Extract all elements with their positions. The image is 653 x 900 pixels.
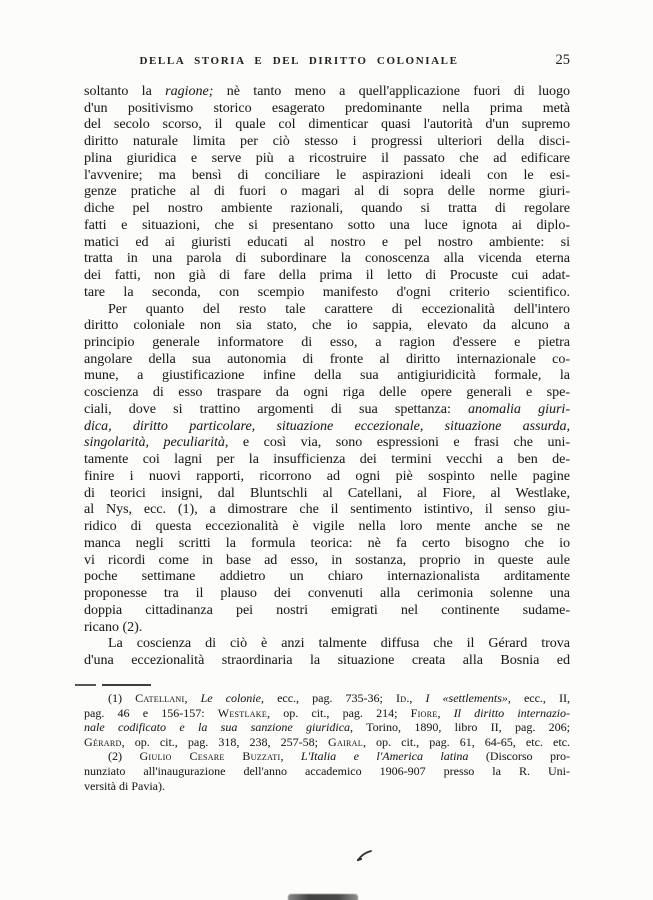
text-line	[84, 134, 570, 151]
text-segment: pag. 46 e 156-157:	[84, 705, 218, 720]
text-line	[84, 385, 570, 402]
text-segment: (1)	[108, 691, 136, 705]
text-segment: di teorici insigni, dal Bluntschli al Catellani, al Fiore, al Westlake,	[84, 485, 570, 501]
text-line	[84, 603, 570, 620]
italic-text: Le colonie	[200, 691, 261, 705]
text-line	[84, 201, 570, 218]
text-segment: al Nys, ecc. (1), a dimostrare che il sentimento istintivo, il senso giu-	[84, 502, 570, 518]
text-line	[84, 553, 570, 570]
smallcaps-text: Id	[395, 691, 407, 705]
text-segment: , op. cit., pag. 61, 64-65, etc. etc.	[362, 734, 570, 749]
smallcaps-text: Giulio Cesare Buzzati	[139, 749, 281, 764]
footnote-separator	[75, 684, 96, 686]
text-line	[84, 469, 570, 486]
text-segment: versità di Pavia).	[84, 778, 165, 793]
text-segment: nè tanto meno a quell'applicazione fuori di luogo	[213, 84, 570, 99]
text-segment: d'una eccezionalità straordinaria la situazione creata alla Bosnia ed	[84, 652, 570, 668]
text-segment: ciali, dove si trattino argomenti di sua spettanza:	[84, 401, 469, 417]
text-line	[84, 84, 570, 101]
smallcaps-text: Catellani	[135, 691, 185, 705]
page-number: 25	[555, 52, 570, 68]
text-line	[84, 435, 570, 452]
text-line	[84, 419, 570, 436]
text-segment: angolare della sua autonomia di fronte al diritto internazionale co-	[84, 351, 570, 367]
scan-artifact-bar	[288, 894, 358, 900]
text-segment: mune, a giustificazione infine della sua antigiuridicità formale, la	[84, 368, 570, 384]
text-line	[84, 536, 570, 553]
text-segment: ,	[184, 691, 201, 705]
italic-text: ragione;	[165, 84, 214, 99]
text-segment: vi ricordi come in base ad esso, in sostanza, proprio in queste aule	[84, 552, 570, 568]
footnote-separator	[102, 684, 151, 686]
italic-text: Il diritto internazio-	[453, 705, 571, 720]
text-segment: ,	[437, 705, 454, 720]
text-line	[84, 352, 570, 369]
text-line	[84, 101, 570, 118]
text-segment: principio generale informatore di esso, a ragion d'essere e pietra	[84, 335, 570, 351]
text-line	[84, 452, 570, 469]
text-segment: , Torino, 1890, libro II, pag. 206;	[350, 720, 571, 735]
text-line	[84, 735, 570, 750]
text-line	[84, 764, 570, 779]
text-line	[84, 302, 570, 319]
text-segment: (2)	[108, 749, 140, 764]
text-segment: genze pratiche al di fuori o magari al di sopra delle norme giuri-	[84, 184, 570, 200]
ink-mark	[356, 849, 374, 863]
text-segment: diche pel nostro ambiente razionali, quando si tratta di regolare	[84, 201, 570, 217]
text-segment: La coscienza di ciò è anzi talmente diffusa che il Gérard trova	[108, 636, 570, 652]
text-line	[84, 285, 570, 302]
text-segment: plina giuridica e serve più a ricostruire il passato che ad edificare	[84, 150, 570, 166]
page-header	[84, 52, 570, 70]
smallcaps-text: Gairal	[328, 734, 363, 749]
text-line	[84, 706, 570, 721]
text-segment: Per quanto del resto tale carattere di eccezionalità dell'intero	[108, 301, 570, 317]
text-segment: coscienza di esso traspare da ogni riga delle opere generali e spe-	[84, 385, 570, 401]
italic-text: anomalia giuri-	[468, 401, 570, 417]
text-segment: (Discorso pro-	[468, 749, 570, 764]
text-segment: dei fatti, non già di fare della prima il letto di Procuste cui adat-	[84, 268, 570, 284]
text-segment: tamente coi lagni per la insufficienza dei termini vecchi a ben de-	[84, 452, 570, 468]
smallcaps-text: Fiore	[410, 705, 438, 720]
text-line	[84, 502, 570, 519]
text-segment: nunziato all'inaugurazione dell'anno accademico 1906-907 presso la R. Uni-	[84, 763, 570, 778]
text-segment: diritto coloniale non sia stato, che io sappia, elevato da alcuno a	[84, 318, 570, 334]
text-segment: e così via, sono espressioni e frasi che uni-	[228, 435, 570, 451]
text-line	[84, 402, 570, 419]
text-line	[84, 168, 570, 185]
text-line	[84, 636, 570, 653]
text-segment: matici ed ai giuristi educati al nostro e pel nostro ambiente: si	[84, 234, 570, 250]
footnotes-block	[84, 691, 570, 793]
text-line	[84, 268, 570, 285]
text-line	[84, 749, 570, 764]
text-line	[84, 569, 570, 586]
text-segment: proponesse tra il plauso dei convenuti alla cerimonia solenne una	[84, 586, 570, 602]
italic-text: L'Italia e l'America latina	[300, 749, 469, 764]
text-segment: d'un positivismo storico esagerato predominante nella prima metà	[84, 100, 570, 116]
italic-text: nale codificato e la sua sanzione giuridica	[84, 720, 351, 735]
italic-text: singolarità, peculiarità,	[84, 435, 229, 451]
text-segment: ,	[280, 749, 301, 764]
text-segment: finire i nuovi rapporti, ricorrono ad ogni piè sospinto nelle pagine	[84, 468, 570, 484]
body-text	[84, 84, 570, 670]
text-line	[84, 117, 570, 134]
text-segment: poche settimane addietro un chiaro internazionalista arditamente	[84, 569, 570, 585]
text-line	[84, 235, 570, 252]
text-line	[84, 184, 570, 201]
italic-text: dica, diritto particolare, situazione eccezionale, situazione assurda,	[84, 418, 570, 434]
text-line	[84, 620, 570, 637]
text-line	[84, 691, 570, 706]
smallcaps-text: Westlake	[217, 705, 268, 720]
text-line	[84, 519, 570, 536]
text-line	[84, 335, 570, 352]
text-segment: , ecc., II,	[507, 691, 571, 705]
text-segment: , ecc., pag. 735-36;	[260, 691, 396, 705]
text-line	[84, 586, 570, 603]
text-segment: diritto naturale limita per ciò stesso i progressi ulteriori della disci-	[84, 134, 570, 150]
text-segment: ridico di questa eccezionalità è vigile nella loro mente anche se ne	[84, 519, 570, 535]
text-segment: manca negli scritti la formula teorica: nè fa certo bisogno che io	[84, 535, 570, 551]
text-line	[84, 653, 570, 670]
text-line	[84, 151, 570, 168]
text-segment: .,	[406, 691, 426, 705]
text-line	[84, 368, 570, 385]
smallcaps-text: Gérard	[84, 734, 122, 749]
text-segment: doppia cittadinanza pei nostri emigrati nel continente sudame-	[84, 602, 570, 618]
text-segment: tratta in una parola di subordinare la conoscenza alla vicenda eterna	[84, 251, 570, 267]
text-segment: , op. cit., pag. 318, 238, 257-58;	[121, 734, 329, 749]
text-segment: tare la seconda, con scempio manifesto d'ogni criterio scientifico.	[84, 284, 570, 300]
text-segment: ricano (2).	[84, 619, 143, 635]
text-line	[84, 486, 570, 503]
text-segment: soltanto la	[84, 84, 166, 99]
text-line	[84, 318, 570, 335]
text-segment: fatti e situazioni, che si presentano sotto una luce ignota ai diplo-	[84, 217, 570, 233]
running-title: DELLA STORIA E DEL DIRITTO COLONIALE	[139, 55, 459, 67]
text-line	[84, 720, 570, 735]
text-segment: l'avvenire; ma bensì di conciliare le aspirazioni ideali con le esi-	[84, 167, 570, 183]
text-line	[84, 779, 570, 794]
italic-text: I «settlements»	[425, 691, 508, 705]
text-segment: del secolo scorso, il quale col dimenticar quasi l'autorità d'un supremo	[84, 117, 570, 133]
text-line	[84, 251, 570, 268]
text-line	[84, 218, 570, 235]
text-segment: , op. cit., pag. 214;	[267, 705, 411, 720]
